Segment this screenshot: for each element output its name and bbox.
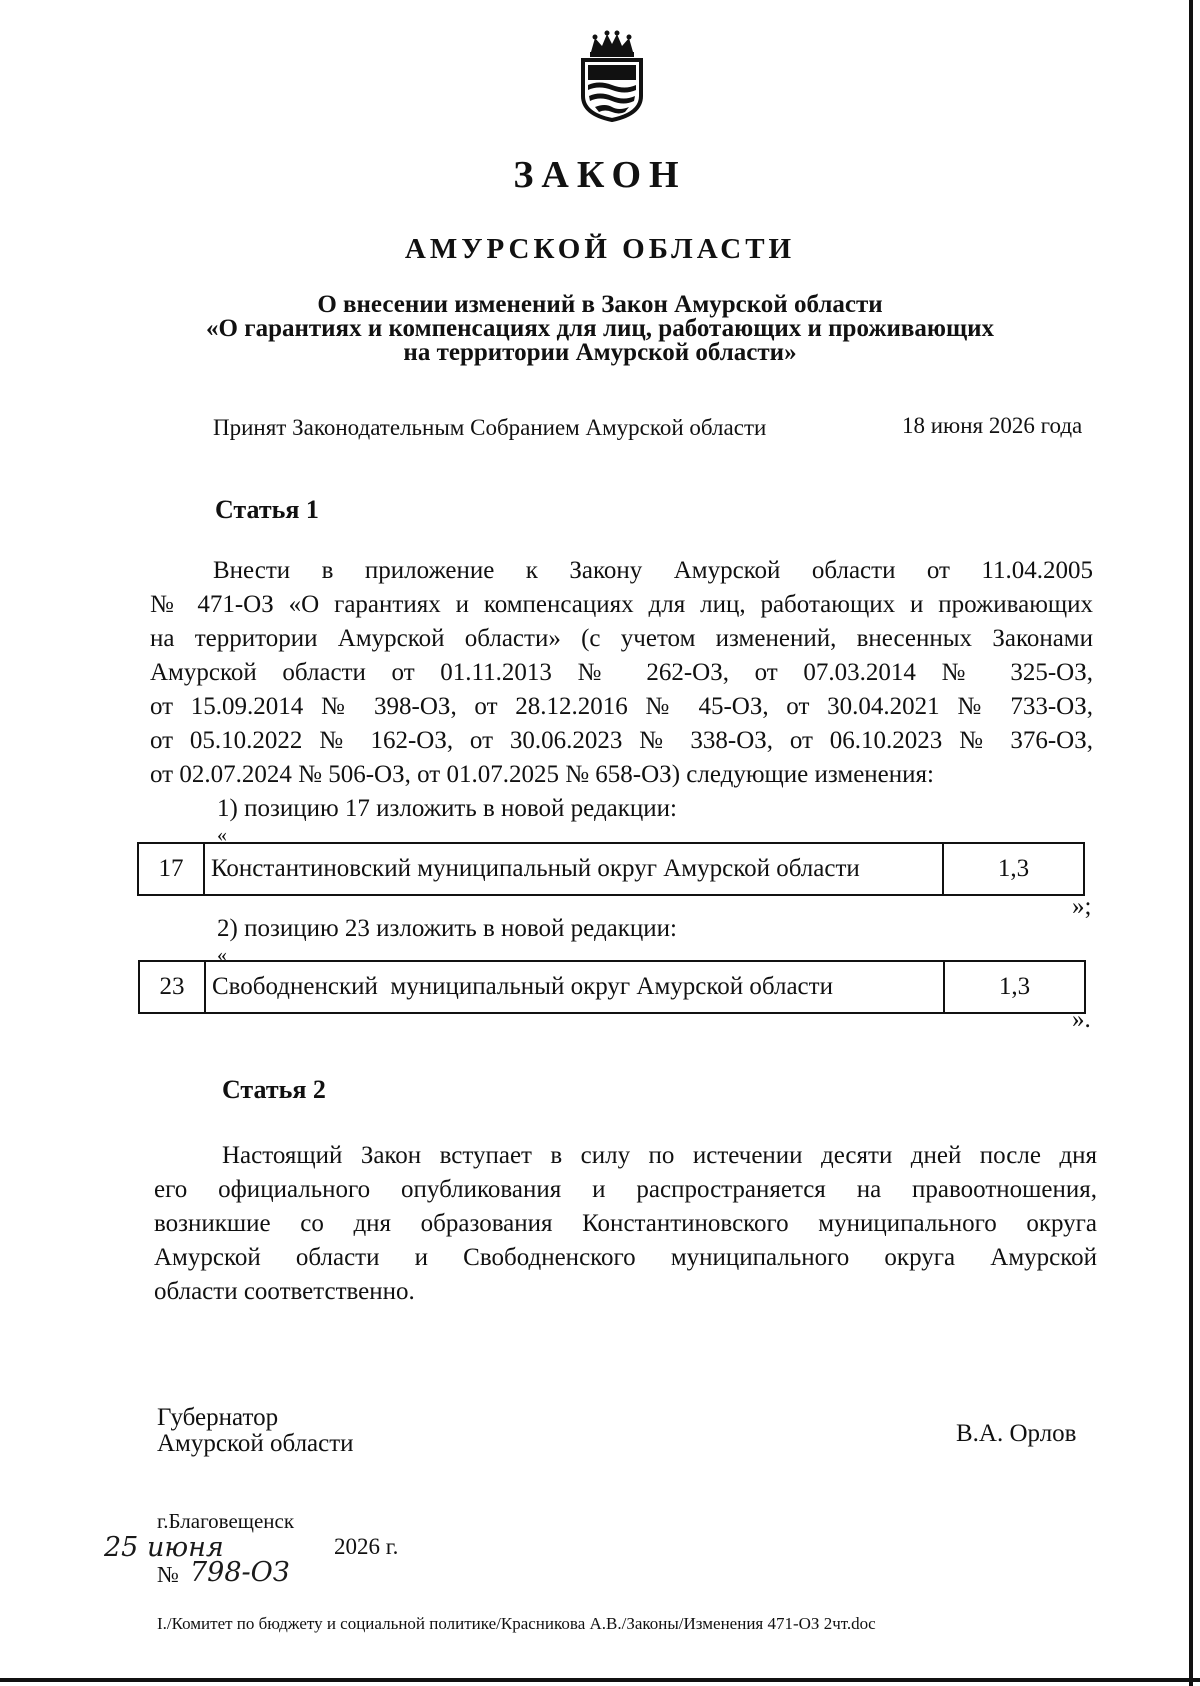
subject-line-2: «О гарантиях и компенсациях для лиц, работающих и проживающих — [206, 315, 994, 342]
article-2-line-3: возникшие со дня образования Константиновского муниципального округа — [154, 1210, 1097, 1237]
amur-oblast-coat-of-arms-icon — [575, 30, 649, 122]
article-2-line-4: Амурской области и Свободненского муниципального округа Амурской — [154, 1244, 1097, 1271]
registration-date-handwritten: 25 июня — [104, 1532, 224, 1563]
article-1-line-3: на территории Амурской области» (с учетом изменений, внесенных Законами — [150, 625, 1093, 652]
registration-year: 2026 г. — [334, 1534, 399, 1559]
item-1-close-quote: »; — [1072, 893, 1092, 920]
article-1-line-6: от 05.10.2022 № 162-ОЗ, от 30.06.2023 № 338-ОЗ, от 06.10.2023 № 376-ОЗ, — [150, 727, 1093, 754]
registration-number-prefix: № — [157, 1562, 179, 1587]
article-1-heading: Статья 1 — [215, 495, 319, 524]
position-17-number: 17 — [158, 855, 184, 882]
document-title: ЗАКОН — [513, 154, 687, 196]
adoption-text: Принят Законодательным Собранием Амурской области — [213, 415, 767, 440]
article-2-line-5: области соответственно. — [154, 1278, 415, 1305]
subject-line-1: О внесении изменений в Закон Амурской области — [317, 291, 883, 318]
signatory-position-line-2: Амурской области — [157, 1430, 354, 1457]
article-2-heading: Статья 2 — [222, 1075, 326, 1104]
position-23-table-row — [138, 960, 1086, 1014]
article-1-line-1: Внести в приложение к Закону Амурской области от 11.04.2005 — [213, 557, 1093, 584]
page-border-bottom — [0, 1678, 1200, 1682]
signatory-name: В.А. Орлов — [956, 1420, 1077, 1447]
item-1-open-quote: « — [217, 824, 227, 846]
registration-number-handwritten: 798-ОЗ — [190, 1557, 290, 1588]
registration-city: г.Благовещенск — [157, 1509, 295, 1533]
position-17-name: Константиновский муниципальный округ Амурской области — [211, 855, 860, 882]
position-23-number: 23 — [159, 973, 185, 1000]
subject-line-3: на территории Амурской области» — [403, 339, 797, 366]
position-23-value: 1,3 — [998, 973, 1031, 1000]
article-1-line-5: от 15.09.2014 № 398-ОЗ, от 28.12.2016 № 45-ОЗ, от 30.04.2021 № 733-ОЗ, — [150, 693, 1093, 720]
adoption-date: 18 июня 2026 года — [902, 413, 1083, 438]
item-1-text: 1) позицию 17 изложить в новой редакции: — [217, 795, 677, 822]
item-2-close-quote: ». — [1072, 1006, 1091, 1033]
position-17-table-row — [137, 842, 1085, 896]
item-2-text: 2) позицию 23 изложить в новой редакции: — [217, 915, 677, 942]
footer-file-path: I./Комитет по бюджету и социальной политике/Красникова А.В./Законы/Изменения 471-ОЗ 2чт.doc — [157, 1614, 876, 1633]
article-1-line-7: от 02.07.2024 № 506-ОЗ, от 01.07.2025 № 658-ОЗ) следующие изменения: — [150, 761, 934, 788]
article-2-line-2: его официального опубликования и распространяется на правоотношения, — [154, 1176, 1097, 1203]
item-2-open-quote: « — [217, 944, 227, 966]
position-23-name: Свободненский муниципальный округ Амурской области — [212, 973, 833, 1000]
article-2-line-1: Настоящий Закон вступает в силу по истечении десяти дней после дня — [222, 1142, 1097, 1169]
position-17-value: 1,3 — [997, 855, 1030, 882]
signatory-position-line-1: Губернатор — [157, 1404, 279, 1431]
article-1-line-2: № 471-ОЗ «О гарантиях и компенсациях для лиц, работающих и проживающих — [150, 591, 1093, 618]
article-1-line-4: Амурской области от 01.11.2013 № 262-ОЗ, от 07.03.2014 № 325-ОЗ, — [150, 659, 1093, 686]
document-subtitle: АМУРСКОЙ ОБЛАСТИ — [404, 233, 796, 265]
